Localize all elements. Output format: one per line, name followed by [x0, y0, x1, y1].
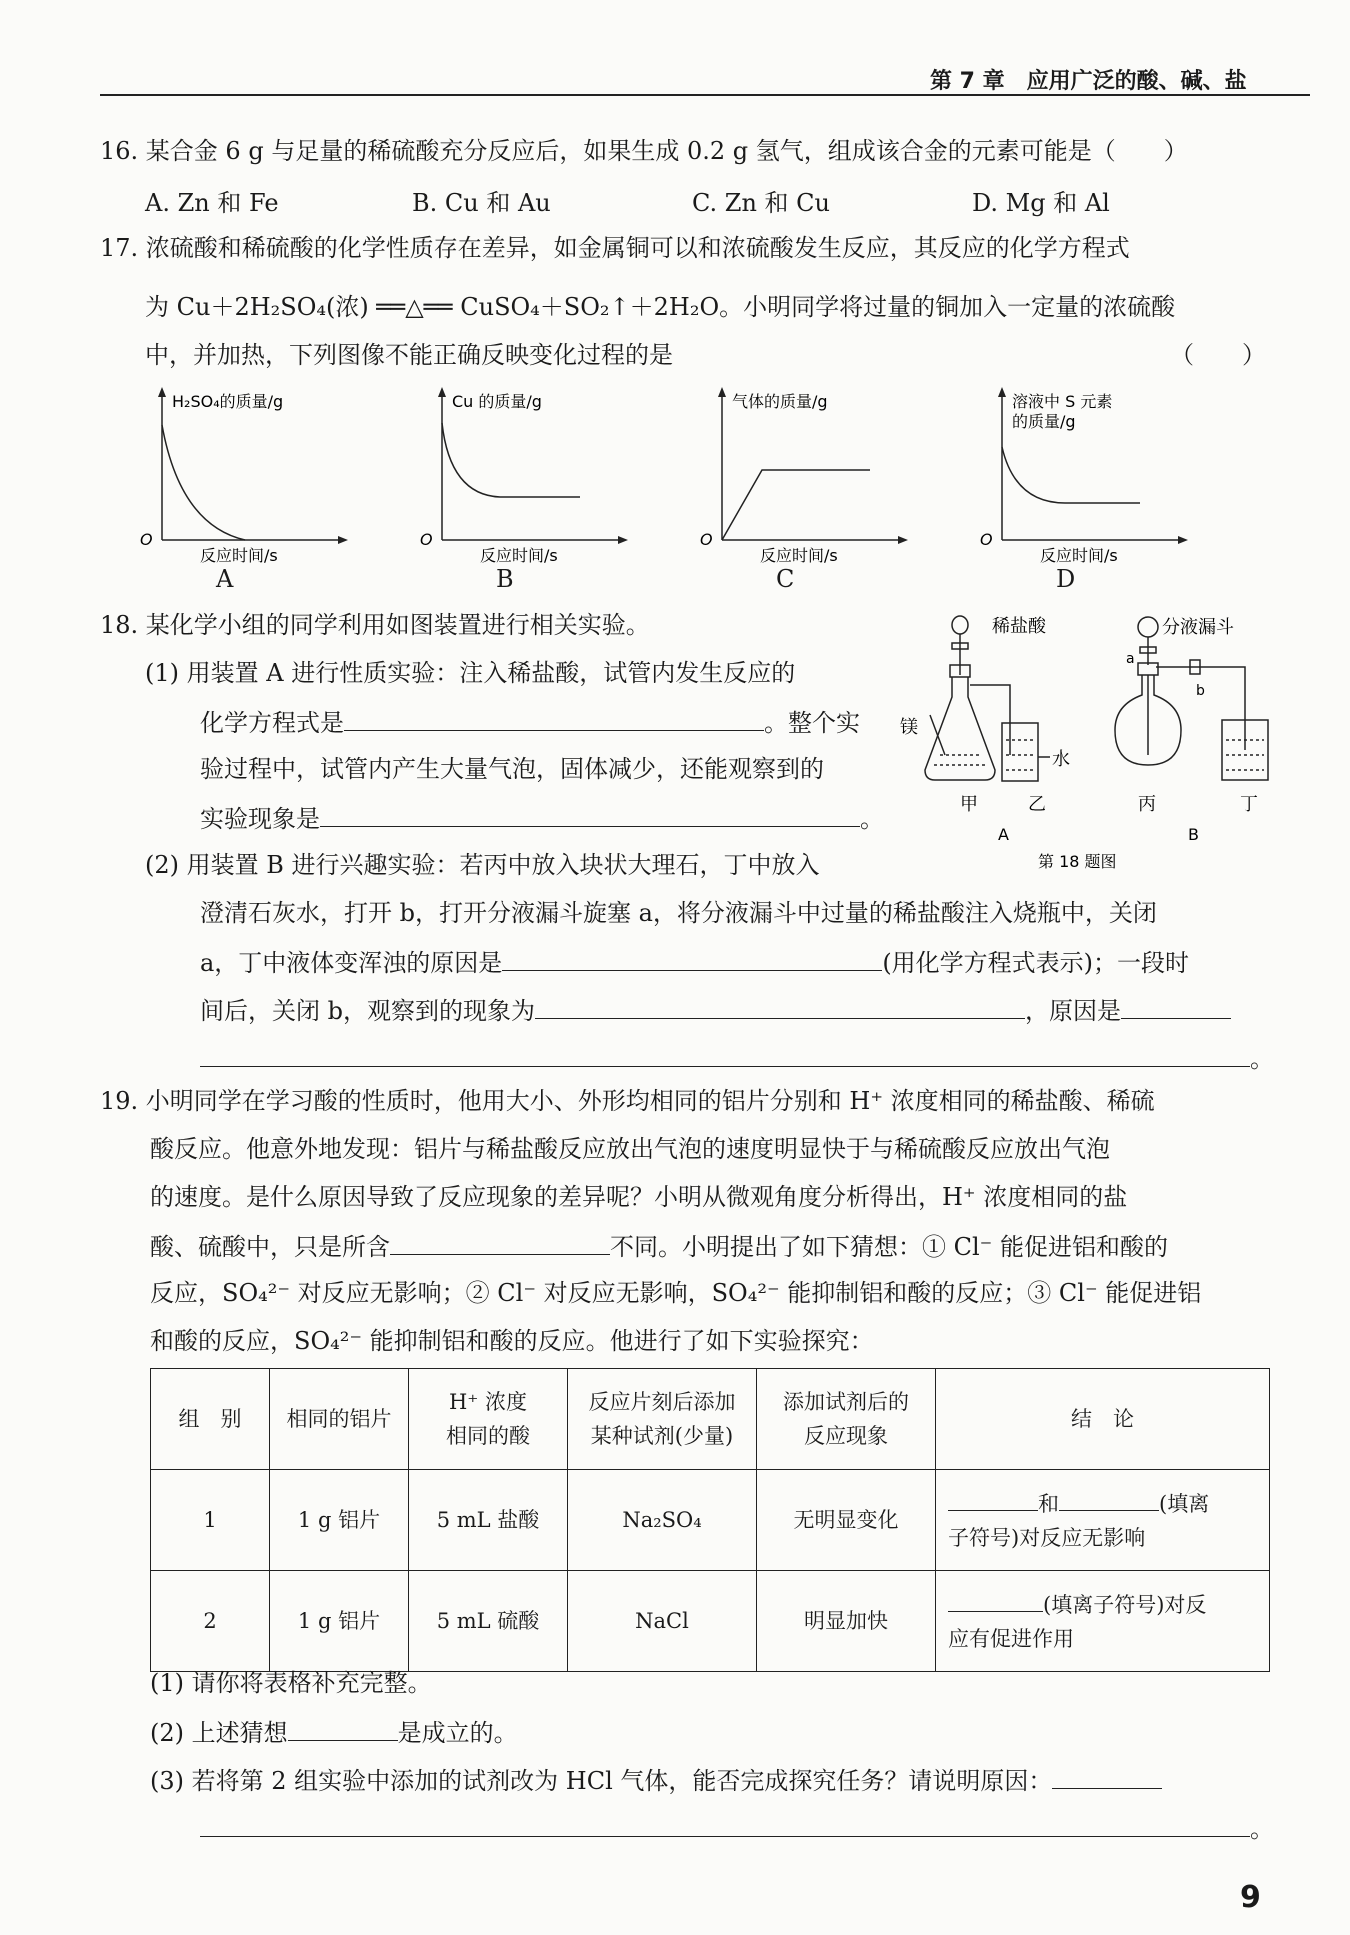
q17-chart-d — [980, 385, 1200, 569]
answer-blank-ion-2[interactable] — [1059, 1486, 1159, 1511]
chart-c-tag: C — [776, 565, 795, 593]
th-phenomenon: 添加试剂后的 反应现象 — [757, 1369, 936, 1470]
q18-apparatus-figure — [900, 605, 1280, 879]
answer-blank-reason-cont[interactable] — [200, 1042, 1250, 1067]
q19-line5: 反应，SO₄²⁻ 对反应无影响；② Cl⁻ 对反应无影响，SO₄²⁻ 能抑制铝和酸的反应；③ Cl⁻ 能促进铝 — [150, 1279, 1202, 1307]
q18-p2e: 。 — [200, 1042, 1274, 1074]
chart-a-origin: O — [140, 530, 153, 549]
label-funnel: 分液漏斗 — [1162, 617, 1234, 638]
chart-c-curve — [722, 470, 870, 540]
cell-acid: 5 mL 盐酸 — [409, 1470, 568, 1571]
q18-p1b: 化学方程式是 。整个实 — [200, 706, 860, 738]
q18-p2b: 澄清石灰水，打开 b，打开分液漏斗旋塞 a，将分液漏斗中过量的稀盐酸注入烧瓶中，关闭 — [200, 899, 1157, 927]
table-row — [151, 1571, 1270, 1672]
chart-d-ylabel-1: 溶液中 S 元素 — [1012, 392, 1113, 411]
figure-caption: 第 18 题图 — [1038, 852, 1117, 871]
q16-option-b: B. Cu 和 Au — [412, 189, 551, 217]
cell-acid: 5 mL 硫酸 — [409, 1571, 568, 1672]
q18-p1c: 验过程中，试管内产生大量气泡，固体减少，还能观察到的 — [200, 755, 824, 783]
label-yi: 乙 — [1028, 794, 1046, 815]
chart-d-ylabel-2: 的质量/g — [1012, 412, 1076, 431]
th-conclusion: 结 论 — [936, 1369, 1270, 1470]
cell-reagent: NaCl — [568, 1571, 757, 1672]
label-bing: 丙 — [1138, 794, 1156, 815]
answer-blank-ion-3[interactable] — [948, 1587, 1043, 1612]
th-acid: H⁺ 浓度 相同的酸 — [409, 1369, 568, 1470]
answer-blank-observation[interactable] — [535, 994, 1025, 1019]
chart-b-ylabel: Cu 的质量/g — [452, 392, 542, 411]
label-jia: 甲 — [960, 794, 978, 815]
header-rule — [100, 94, 1310, 96]
chart-b-curve — [442, 423, 580, 497]
q16-option-c: C. Zn 和 Cu — [692, 189, 830, 217]
chart-d-tag: D — [1056, 565, 1076, 593]
q18-p1a: (1) 用装置 A 进行性质实验：注入稀盐酸，试管内发生反应的 — [145, 659, 796, 687]
table-header-row — [151, 1369, 1270, 1470]
q18-p2a: (2) 用装置 B 进行兴趣实验：若丙中放入块状大理石，丁中放入 — [145, 851, 820, 879]
cell-conclusion: 和 (填离 子符号)对反应无影响 — [936, 1470, 1270, 1571]
q19-line2: 酸反应。他意外地发现：铝片与稀盐酸反应放出气泡的速度明显快于与稀硫酸反应放出气泡 — [150, 1135, 1110, 1163]
q17-chart-b — [420, 385, 640, 569]
chart-b-origin: O — [420, 530, 433, 549]
chapter-header: 第 7 章 应用广泛的酸、碱、盐 — [930, 69, 1247, 94]
th-group: 组 别 — [151, 1369, 270, 1470]
cell-aluminum: 1 g 铝片 — [270, 1470, 409, 1571]
q18-p2d: 间后，关闭 b，观察到的现象为 ，原因是 — [200, 994, 1231, 1026]
chart-c-xlabel: 反应时间/s — [760, 546, 838, 565]
apparatus-b — [1115, 617, 1268, 780]
cell-phenomenon: 明显加快 — [757, 1571, 936, 1672]
page-number: 9 — [1240, 1880, 1261, 1915]
q18-stem: 18. 某化学小组的同学利用如图装置进行相关实验。 — [100, 611, 650, 639]
chart-a-tag: A — [216, 565, 234, 593]
q18-p1d: 实验现象是 。 — [200, 802, 884, 834]
cell-conclusion: (填离子符号)对反 应有促进作用 — [936, 1571, 1270, 1672]
q17-chart-c — [700, 385, 920, 569]
q16-option-a: A. Zn 和 Fe — [145, 189, 279, 217]
table-row — [151, 1470, 1270, 1571]
q17-line3: 中，并加热，下列图像不能正确反映变化过程的是 — [145, 341, 673, 369]
q19-sub1: (1) 请你将表格补充完整。 — [150, 1669, 432, 1697]
q17-line2: 为 Cu＋2H₂SO₄(浓) ══△══ CuSO₄＋SO₂↑＋2H₂O。小明同学将过量的铜加入一定量的浓硫酸 — [145, 293, 1176, 321]
th-aluminum: 相同的铝片 — [270, 1369, 409, 1470]
answer-blank-hcl-reason-cont[interactable] — [200, 1812, 1250, 1837]
experiment-table — [150, 1368, 1270, 1672]
apparatus-a — [925, 616, 1050, 781]
cell-group: 1 — [151, 1470, 270, 1571]
chart-d-xlabel: 反应时间/s — [1040, 546, 1118, 565]
q19-line1: 19. 小明同学在学习酸的性质时，他用大小、外形均相同的铝片分别和 H⁺ 浓度相同的稀盐酸、稀硫 — [100, 1087, 1155, 1115]
label-dilute-hcl: 稀盐酸 — [992, 616, 1046, 637]
answer-blank-hypothesis[interactable] — [288, 1716, 398, 1741]
q19-sub3: (3) 若将第 2 组实验中添加的试剂改为 HCl 气体，能否完成探究任务？请说明原因： — [150, 1764, 1162, 1796]
chart-a-curve — [162, 425, 245, 540]
q16-option-d: D. Mg 和 Al — [972, 189, 1110, 217]
label-water: 水 — [1052, 749, 1070, 770]
label-apparatus-b: B — [1188, 825, 1199, 844]
chart-c-ylabel: 气体的质量/g — [732, 392, 828, 411]
answer-blank-phenomenon[interactable] — [320, 802, 860, 827]
answer-blank-ion-1[interactable] — [948, 1486, 1038, 1511]
chart-a-ylabel: H₂SO₄的质量/g — [172, 392, 284, 411]
q19-sub3-cont: 。 — [200, 1812, 1274, 1844]
chart-d-origin: O — [980, 530, 993, 549]
answer-blank-turbid-equation[interactable] — [502, 946, 882, 971]
answer-blank-ions[interactable] — [390, 1230, 610, 1255]
q16-stem: 16. 某合金 6 g 与足量的稀硫酸充分反应后，如果生成 0.2 g 氢气，组成该合金的元素可能是（ ） — [100, 137, 1188, 165]
chart-b-xlabel: 反应时间/s — [480, 546, 558, 565]
q17-answer-paren: （ ） — [1170, 341, 1266, 369]
q19-line3: 的速度。是什么原因导致了反应现象的差异呢？小明从微观角度分析得出，H⁺ 浓度相同的盐 — [150, 1183, 1128, 1211]
label-ding: 丁 — [1240, 794, 1258, 815]
q17-line1: 17. 浓硫酸和稀硫酸的化学性质存在差异，如金属铜可以和浓硫酸发生反应，其反应的化学方程式 — [100, 234, 1130, 262]
q19-line4: 酸、硫酸中，只是所含 不同。小明提出了如下猜想：① Cl⁻ 能促进铝和酸的 — [150, 1230, 1168, 1262]
th-reagent: 反应片刻后添加 某种试剂(少量) — [568, 1369, 757, 1470]
label-apparatus-a: A — [998, 825, 1009, 844]
label-clip-b: b — [1196, 683, 1205, 699]
cell-group: 2 — [151, 1571, 270, 1672]
answer-blank-equation[interactable] — [344, 706, 764, 731]
cell-reagent: Na₂SO₄ — [568, 1470, 757, 1571]
label-magnesium: 镁 — [900, 717, 918, 738]
label-valve-a: a — [1126, 651, 1135, 667]
chart-d-curve — [1002, 447, 1140, 503]
chart-b-tag: B — [496, 565, 514, 593]
answer-blank-hcl-reason[interactable] — [1052, 1764, 1162, 1789]
cell-aluminum: 1 g 铝片 — [270, 1571, 409, 1672]
cell-phenomenon: 无明显变化 — [757, 1470, 936, 1571]
answer-blank-reason[interactable] — [1121, 994, 1231, 1019]
q19-line6: 和酸的反应，SO₄²⁻ 能抑制铝和酸的反应。他进行了如下实验探究： — [150, 1327, 874, 1355]
chart-c-origin: O — [700, 530, 713, 549]
q17-chart-a — [140, 385, 360, 569]
q19-sub2: (2) 上述猜想 是成立的。 — [150, 1716, 518, 1748]
chart-a-xlabel: 反应时间/s — [200, 546, 278, 565]
q18-p2c: a，丁中液体变浑浊的原因是 (用化学方程式表示)；一段时 — [200, 946, 1189, 978]
